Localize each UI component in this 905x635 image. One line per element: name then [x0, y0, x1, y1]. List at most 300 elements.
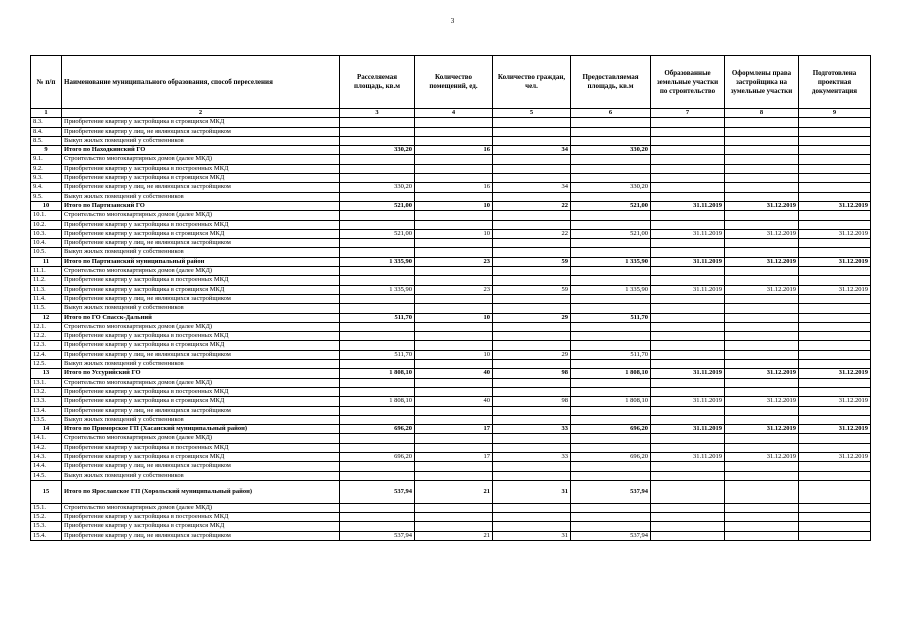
land-plots-date	[651, 406, 725, 415]
table-row	[31, 183, 871, 192]
table-total-row	[31, 146, 871, 155]
row-name: Приобретение квартир у застройщика в строящихся МКД	[62, 452, 340, 461]
provided-area: 696,20	[571, 425, 651, 434]
rights-date	[725, 248, 799, 257]
resettled-area	[340, 360, 415, 369]
premises-count	[415, 118, 493, 127]
row-number: 13.5.	[31, 415, 62, 424]
table-row	[31, 503, 871, 512]
table-row	[31, 164, 871, 173]
table-total-row	[31, 257, 871, 266]
project-docs-date: 31.12.2019	[799, 369, 871, 378]
row-number: 14.5.	[31, 471, 62, 480]
citizens-count	[493, 248, 571, 257]
land-plots-date: 31.11.2019	[651, 369, 725, 378]
project-docs-date	[799, 531, 871, 540]
resettled-area: 696,20	[340, 425, 415, 434]
premises-count: 10	[415, 201, 493, 210]
table-row	[31, 406, 871, 415]
rights-date	[725, 136, 799, 145]
rights-date	[725, 522, 799, 531]
land-plots-date	[651, 360, 725, 369]
premises-count	[415, 192, 493, 201]
rights-date	[725, 146, 799, 155]
table-row	[31, 397, 871, 406]
row-name: Строительство многоквартирных домов (далее МКД)	[62, 155, 340, 164]
provided-area	[571, 513, 651, 522]
citizens-count	[493, 220, 571, 229]
resettled-area	[340, 267, 415, 276]
column-number-row	[31, 109, 871, 118]
resettled-area	[340, 220, 415, 229]
resettled-area	[340, 192, 415, 201]
resettled-area	[340, 443, 415, 452]
premises-count	[415, 174, 493, 183]
table-row	[31, 174, 871, 183]
premises-count	[415, 220, 493, 229]
premises-count	[415, 127, 493, 136]
premises-count	[415, 471, 493, 480]
resettled-area	[340, 155, 415, 164]
premises-count	[415, 434, 493, 443]
resettled-area	[340, 304, 415, 313]
provided-area	[571, 239, 651, 248]
row-number: 9.2.	[31, 164, 62, 173]
land-plots-date	[651, 313, 725, 322]
row-number: 14.3.	[31, 452, 62, 461]
column-number: 3	[340, 109, 415, 118]
resettled-area: 330,20	[340, 183, 415, 192]
provided-area	[571, 522, 651, 531]
provided-area	[571, 127, 651, 136]
row-number: 12.3.	[31, 341, 62, 350]
premises-count	[415, 267, 493, 276]
row-number: 9.5.	[31, 192, 62, 201]
header-cell: Расселяемая площадь, кв.м	[340, 56, 415, 109]
table-row	[31, 415, 871, 424]
citizens-count	[493, 155, 571, 164]
project-docs-date	[799, 146, 871, 155]
citizens-count: 34	[493, 183, 571, 192]
rights-date	[725, 313, 799, 322]
resettled-area	[340, 118, 415, 127]
rights-date	[725, 387, 799, 396]
citizens-count: 34	[493, 146, 571, 155]
project-docs-date	[799, 239, 871, 248]
premises-count	[415, 211, 493, 220]
citizens-count	[493, 360, 571, 369]
table-row	[31, 211, 871, 220]
provided-area	[571, 322, 651, 331]
row-name: Приобретение квартир у застройщика в строящихся МКД	[62, 285, 340, 294]
table-total-row	[31, 369, 871, 378]
provided-area: 1 335,90	[571, 285, 651, 294]
rights-date: 31.12.2019	[725, 285, 799, 294]
provided-area	[571, 155, 651, 164]
row-name: Выкуп жилых помещений у собственников	[62, 248, 340, 257]
land-plots-date	[651, 350, 725, 359]
premises-count	[415, 294, 493, 303]
premises-count	[415, 304, 493, 313]
row-number: 9.3.	[31, 174, 62, 183]
row-name: Приобретение квартир у застройщика в построенных МКД	[62, 443, 340, 452]
resettled-area: 511,70	[340, 313, 415, 322]
land-plots-date	[651, 146, 725, 155]
project-docs-date	[799, 415, 871, 424]
land-plots-date	[651, 387, 725, 396]
rights-date	[725, 503, 799, 512]
land-plots-date	[651, 276, 725, 285]
row-number: 9.1.	[31, 155, 62, 164]
citizens-count: 59	[493, 257, 571, 266]
citizens-count	[493, 164, 571, 173]
premises-count: 10	[415, 229, 493, 238]
column-number: 9	[799, 109, 871, 118]
table-row	[31, 118, 871, 127]
provided-area: 511,70	[571, 350, 651, 359]
project-docs-date: 31.12.2019	[799, 397, 871, 406]
premises-count: 10	[415, 350, 493, 359]
table-total-row	[31, 425, 871, 434]
resettled-area	[340, 276, 415, 285]
provided-area: 521,00	[571, 201, 651, 210]
row-name: Строительство многоквартирных домов (далее МКД)	[62, 211, 340, 220]
table-row	[31, 522, 871, 531]
resettled-area	[340, 127, 415, 136]
citizens-count	[493, 462, 571, 471]
citizens-count	[493, 304, 571, 313]
row-number: 11	[31, 257, 62, 266]
row-name: Выкуп жилых помещений у собственников	[62, 192, 340, 201]
provided-area	[571, 276, 651, 285]
land-plots-date	[651, 322, 725, 331]
resettled-area: 511,70	[340, 350, 415, 359]
row-number: 12.2.	[31, 332, 62, 341]
provided-area	[571, 434, 651, 443]
rights-date	[725, 513, 799, 522]
row-name: Итого по Приморское ГП (Хасанский муниципальный район)	[62, 425, 340, 434]
citizens-count	[493, 387, 571, 396]
provided-area	[571, 378, 651, 387]
header-cell: Предоставляемая площадь, кв.м	[571, 56, 651, 109]
column-number: 1	[31, 109, 62, 118]
table-row	[31, 276, 871, 285]
citizens-count	[493, 294, 571, 303]
land-plots-date	[651, 164, 725, 173]
land-plots-date	[651, 332, 725, 341]
rights-date	[725, 531, 799, 540]
row-number: 15.4.	[31, 531, 62, 540]
row-number: 9.4.	[31, 183, 62, 192]
project-docs-date	[799, 522, 871, 531]
table-row	[31, 220, 871, 229]
header-cell: Количество граждан, чел.	[493, 56, 571, 109]
provided-area	[571, 294, 651, 303]
table-total-row	[31, 480, 871, 503]
provided-area	[571, 462, 651, 471]
citizens-count	[493, 434, 571, 443]
provided-area: 1 808,10	[571, 369, 651, 378]
land-plots-date	[651, 480, 725, 503]
row-name: Приобретение квартир у застройщика в построенных МКД	[62, 332, 340, 341]
provided-area: 330,20	[571, 183, 651, 192]
resettled-area	[340, 294, 415, 303]
land-plots-date	[651, 136, 725, 145]
table-total-row	[31, 313, 871, 322]
citizens-count	[493, 332, 571, 341]
provided-area	[571, 304, 651, 313]
table-row	[31, 531, 871, 540]
provided-area	[571, 211, 651, 220]
project-docs-date	[799, 332, 871, 341]
row-name: Приобретение квартир у застройщика в строящихся МКД	[62, 341, 340, 350]
row-number: 11.4.	[31, 294, 62, 303]
row-number: 13.3.	[31, 397, 62, 406]
rights-date	[725, 192, 799, 201]
citizens-count	[493, 513, 571, 522]
table-row	[31, 304, 871, 313]
header-cell: Оформлены права застройщика на зумельные участки	[725, 56, 799, 109]
resettlement-table	[30, 55, 871, 541]
row-number: 14.2.	[31, 443, 62, 452]
resettled-area	[340, 387, 415, 396]
table-row	[31, 332, 871, 341]
provided-area	[571, 267, 651, 276]
project-docs-date	[799, 304, 871, 313]
land-plots-date	[651, 531, 725, 540]
land-plots-date	[651, 522, 725, 531]
project-docs-date	[799, 220, 871, 229]
premises-count: 17	[415, 452, 493, 461]
table-row	[31, 285, 871, 294]
row-name: Строительство многоквартирных домов (далее МКД)	[62, 267, 340, 276]
land-plots-date	[651, 443, 725, 452]
rights-date	[725, 267, 799, 276]
table-row	[31, 294, 871, 303]
land-plots-date	[651, 220, 725, 229]
land-plots-date	[651, 192, 725, 201]
resettled-area	[340, 248, 415, 257]
rights-date	[725, 406, 799, 415]
provided-area	[571, 415, 651, 424]
provided-area	[571, 332, 651, 341]
citizens-count: 98	[493, 369, 571, 378]
premises-count	[415, 341, 493, 350]
row-number: 10.3.	[31, 229, 62, 238]
citizens-count	[493, 174, 571, 183]
premises-count: 23	[415, 285, 493, 294]
row-name: Приобретение квартир у лиц, не являющихся застройщиком	[62, 350, 340, 359]
provided-area: 696,20	[571, 452, 651, 461]
rights-date: 31.12.2019	[725, 452, 799, 461]
project-docs-date	[799, 155, 871, 164]
row-number: 13.4.	[31, 406, 62, 415]
premises-count	[415, 503, 493, 512]
rights-date	[725, 304, 799, 313]
resettled-area	[340, 503, 415, 512]
row-number: 8.3.	[31, 118, 62, 127]
project-docs-date	[799, 164, 871, 173]
citizens-count	[493, 378, 571, 387]
table-row	[31, 239, 871, 248]
land-plots-date	[651, 434, 725, 443]
land-plots-date	[651, 248, 725, 257]
header-cell: Подготовлена проектная документация	[799, 56, 871, 109]
premises-count	[415, 164, 493, 173]
premises-count	[415, 387, 493, 396]
column-number: 6	[571, 109, 651, 118]
row-name: Приобретение квартир у застройщика в построенных МКД	[62, 276, 340, 285]
project-docs-date: 31.12.2019	[799, 452, 871, 461]
premises-count	[415, 332, 493, 341]
resettled-area	[340, 322, 415, 331]
land-plots-date: 31.11.2019	[651, 397, 725, 406]
project-docs-date: 31.12.2019	[799, 257, 871, 266]
row-number: 10.5.	[31, 248, 62, 257]
citizens-count	[493, 322, 571, 331]
row-number: 14.1.	[31, 434, 62, 443]
project-docs-date	[799, 387, 871, 396]
land-plots-date	[651, 294, 725, 303]
rights-date: 31.12.2019	[725, 229, 799, 238]
provided-area	[571, 192, 651, 201]
row-number: 10.4.	[31, 239, 62, 248]
rights-date	[725, 471, 799, 480]
project-docs-date: 31.12.2019	[799, 229, 871, 238]
header-cell: № п/п	[31, 56, 62, 109]
citizens-count	[493, 118, 571, 127]
provided-area: 521,00	[571, 229, 651, 238]
table-row	[31, 360, 871, 369]
rights-date	[725, 118, 799, 127]
rights-date	[725, 322, 799, 331]
provided-area	[571, 387, 651, 396]
resettled-area	[340, 434, 415, 443]
rights-date	[725, 164, 799, 173]
rights-date	[725, 211, 799, 220]
row-name: Строительство многоквартирных домов (далее МКД)	[62, 434, 340, 443]
project-docs-date	[799, 471, 871, 480]
table-row	[31, 267, 871, 276]
resettled-area: 537,94	[340, 531, 415, 540]
resettled-area	[340, 415, 415, 424]
column-number: 4	[415, 109, 493, 118]
project-docs-date	[799, 341, 871, 350]
resettled-area	[340, 462, 415, 471]
premises-count	[415, 378, 493, 387]
provided-area	[571, 164, 651, 173]
citizens-count	[493, 503, 571, 512]
premises-count	[415, 513, 493, 522]
row-name: Выкуп жилых помещений у собственников	[62, 415, 340, 424]
row-number: 10	[31, 201, 62, 210]
project-docs-date	[799, 350, 871, 359]
project-docs-date	[799, 513, 871, 522]
provided-area	[571, 136, 651, 145]
land-plots-date	[651, 415, 725, 424]
rights-date: 31.12.2019	[725, 369, 799, 378]
citizens-count	[493, 471, 571, 480]
resettled-area: 1 808,10	[340, 397, 415, 406]
row-number: 12.4.	[31, 350, 62, 359]
row-name: Строительство многоквартирных домов (далее МКД)	[62, 322, 340, 331]
provided-area	[571, 360, 651, 369]
citizens-count	[493, 211, 571, 220]
row-name: Приобретение квартир у застройщика в строящихся МКД	[62, 118, 340, 127]
premises-count: 21	[415, 480, 493, 503]
table-body	[31, 109, 871, 541]
resettled-area: 330,20	[340, 146, 415, 155]
land-plots-date	[651, 341, 725, 350]
row-name: Выкуп жилых помещений у собственников	[62, 304, 340, 313]
header-cell: Наименование муниципального образования, способ переселения	[62, 56, 340, 109]
provided-area: 330,20	[571, 146, 651, 155]
row-number: 10.1.	[31, 211, 62, 220]
row-number: 11.1.	[31, 267, 62, 276]
column-number: 5	[493, 109, 571, 118]
citizens-count	[493, 406, 571, 415]
rights-date: 31.12.2019	[725, 425, 799, 434]
land-plots-date	[651, 127, 725, 136]
rights-date	[725, 462, 799, 471]
citizens-count	[493, 415, 571, 424]
resettled-area	[340, 164, 415, 173]
premises-count	[415, 360, 493, 369]
land-plots-date: 31.11.2019	[651, 452, 725, 461]
citizens-count	[493, 522, 571, 531]
row-name: Строительство многоквартирных домов (далее МКД)	[62, 378, 340, 387]
row-number: 8.5.	[31, 136, 62, 145]
column-number: 8	[725, 109, 799, 118]
rights-date	[725, 276, 799, 285]
project-docs-date	[799, 267, 871, 276]
row-name: Приобретение квартир у застройщика в строящихся МКД	[62, 397, 340, 406]
citizens-count	[493, 239, 571, 248]
row-number: 15.2.	[31, 513, 62, 522]
citizens-count	[493, 127, 571, 136]
table-row	[31, 462, 871, 471]
row-name: Строительство многоквартирных домов (далее МКД)	[62, 503, 340, 512]
row-number: 11.5.	[31, 304, 62, 313]
rights-date	[725, 174, 799, 183]
project-docs-date	[799, 211, 871, 220]
row-name: Приобретение квартир у лиц, не являющихся застройщиком	[62, 239, 340, 248]
land-plots-date	[651, 183, 725, 192]
row-number: 14	[31, 425, 62, 434]
table-row	[31, 471, 871, 480]
rights-date: 31.12.2019	[725, 201, 799, 210]
resettled-area: 1 335,90	[340, 285, 415, 294]
citizens-count: 33	[493, 452, 571, 461]
resettled-area	[340, 378, 415, 387]
premises-count: 40	[415, 369, 493, 378]
land-plots-date: 31.11.2019	[651, 285, 725, 294]
row-number: 9	[31, 146, 62, 155]
row-name: Итого по Партизанский муниципальный район	[62, 257, 340, 266]
premises-count: 17	[415, 425, 493, 434]
row-number: 13.2.	[31, 387, 62, 396]
row-number: 15.3.	[31, 522, 62, 531]
rights-date	[725, 350, 799, 359]
citizens-count: 33	[493, 425, 571, 434]
land-plots-date	[651, 304, 725, 313]
land-plots-date	[651, 211, 725, 220]
row-number: 10.2.	[31, 220, 62, 229]
row-name: Итого по Ярославское ГП (Хорольский муниципальный район)	[62, 480, 340, 503]
page-number: 3	[450, 17, 455, 25]
land-plots-date	[651, 471, 725, 480]
project-docs-date	[799, 174, 871, 183]
